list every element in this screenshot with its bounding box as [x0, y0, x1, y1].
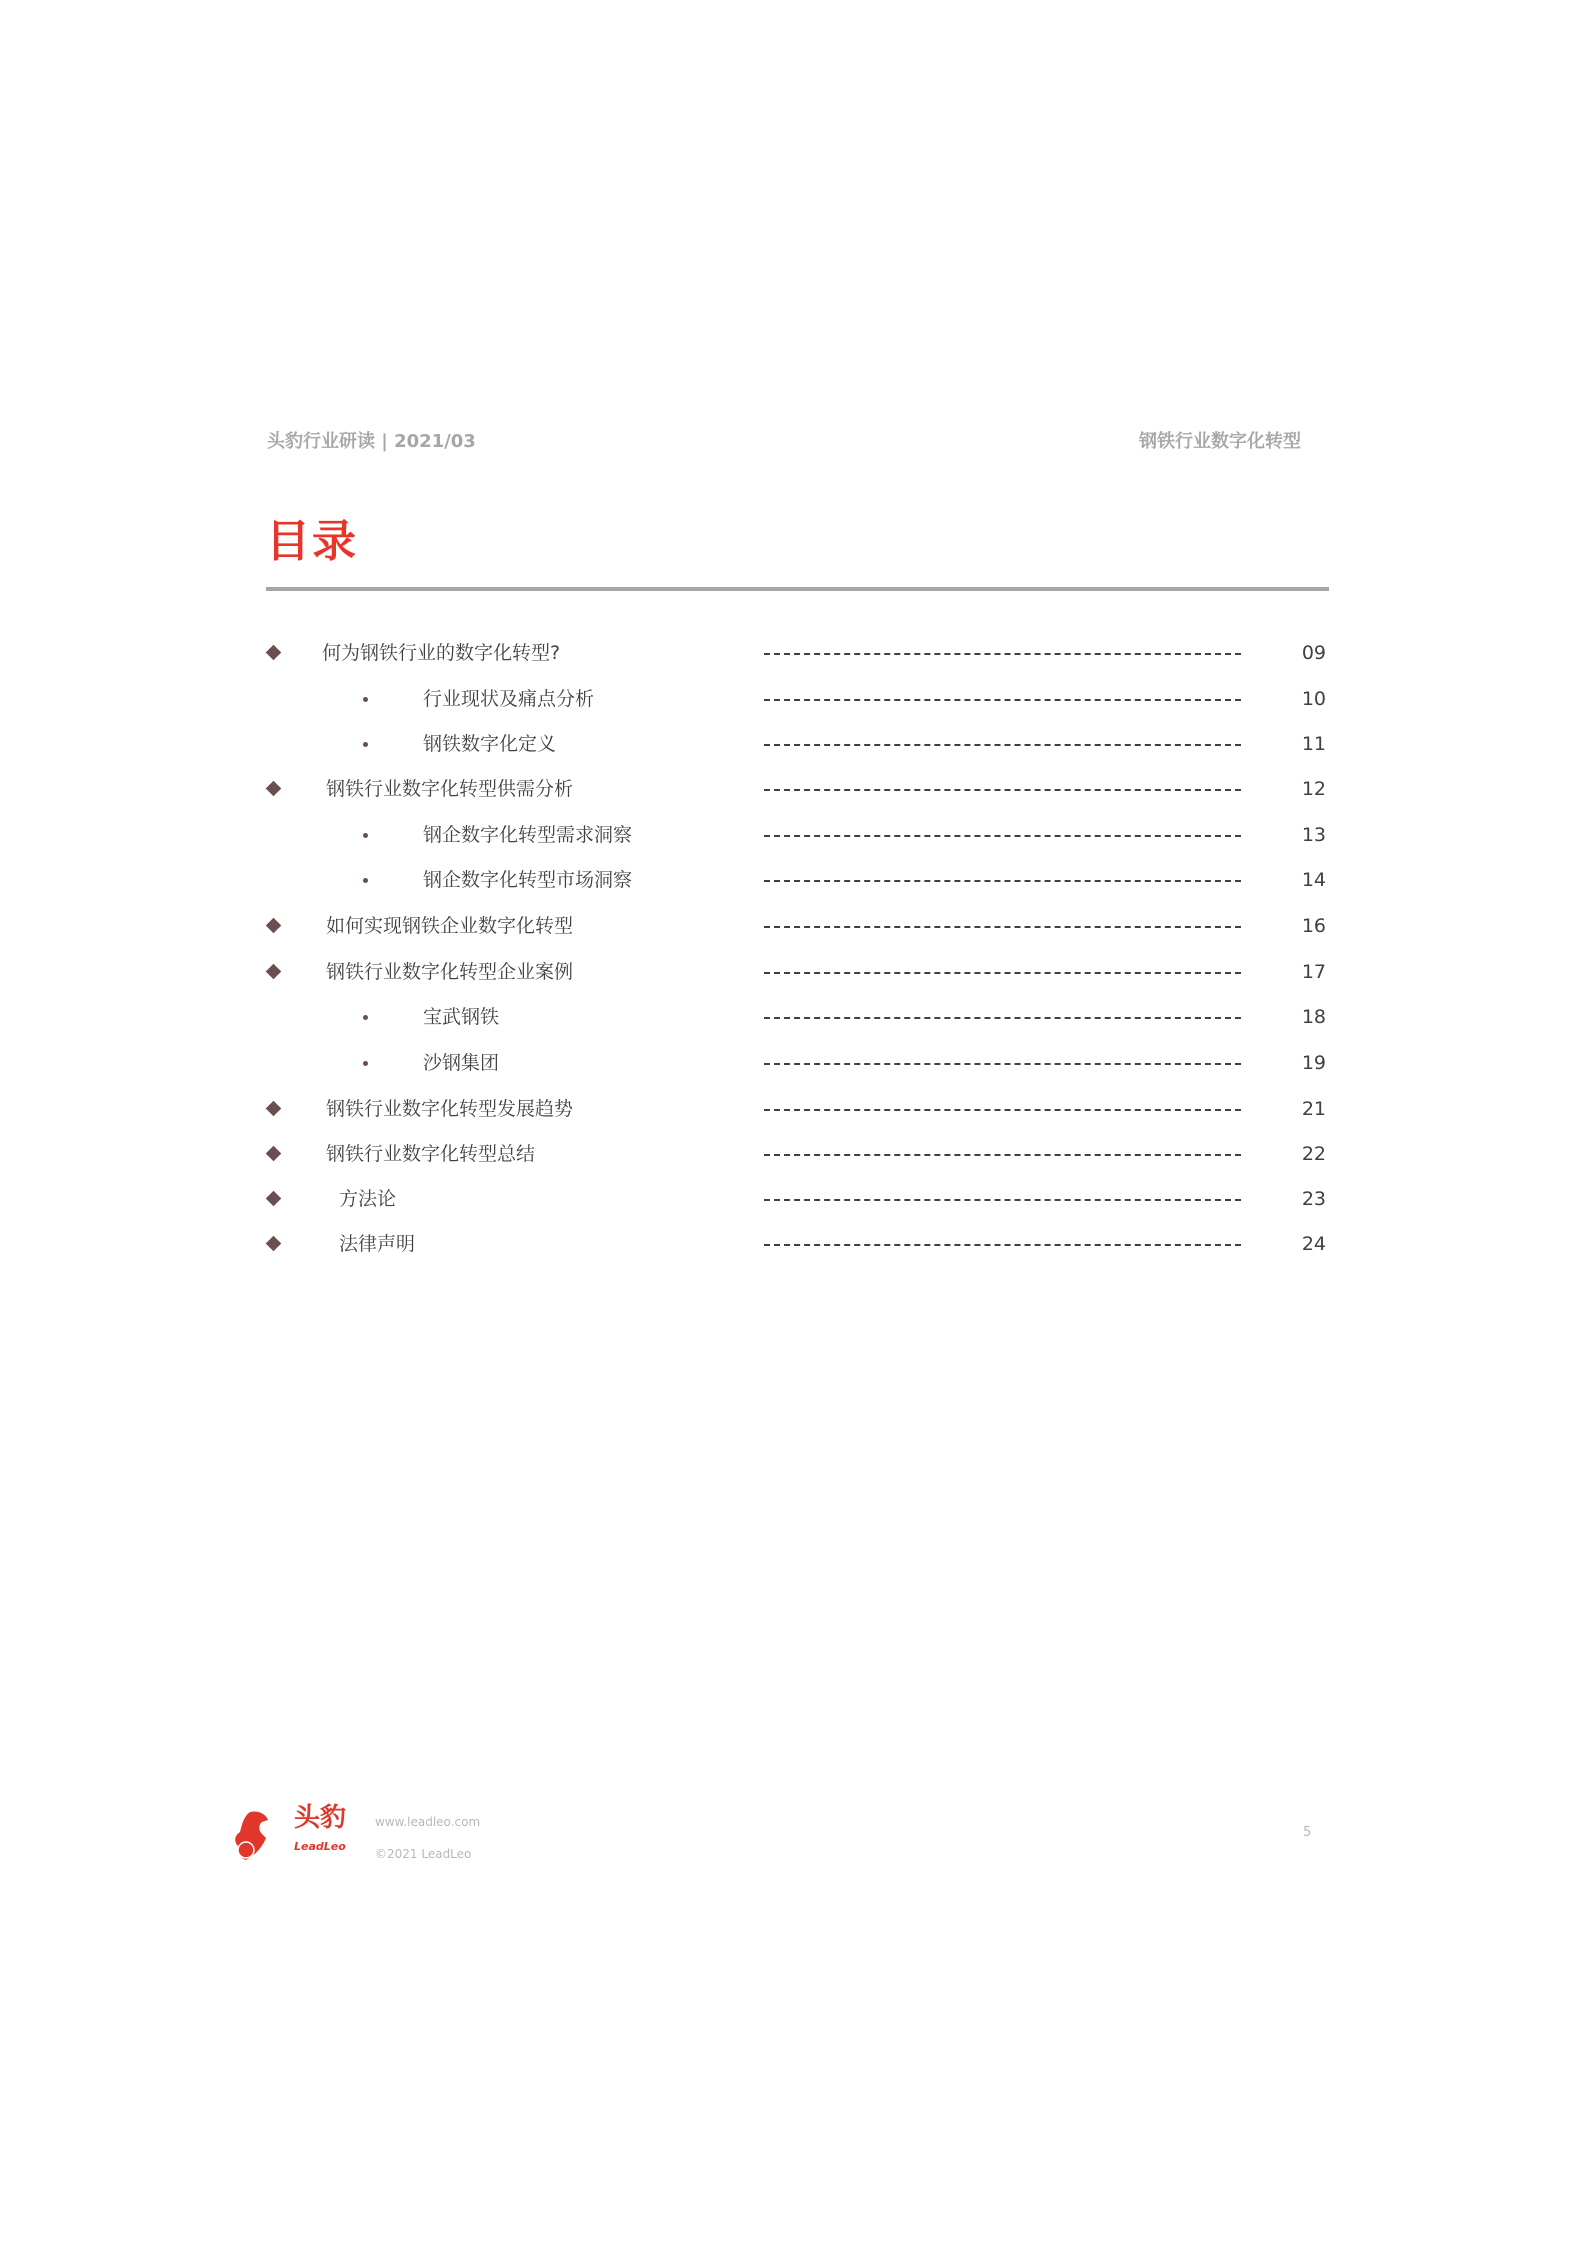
- dotted-leader: [764, 880, 1241, 882]
- toc-entry-label[interactable]: 钢铁行业数字化转型发展趋势: [326, 1098, 574, 1120]
- dotted-leader: [764, 744, 1241, 746]
- toc-entry-label[interactable]: 法律声明: [339, 1233, 416, 1255]
- dotted-leader: [764, 1244, 1241, 1246]
- toc-entry-label[interactable]: 如何实现钢铁企业数字化转型: [326, 915, 574, 937]
- toc-entry-label[interactable]: 钢铁行业数字化转型供需分析: [326, 778, 574, 800]
- toc-entry-label[interactable]: 钢企数字化转型市场洞察: [423, 869, 633, 891]
- diamond-bullet-icon: [266, 1191, 282, 1207]
- dot-bullet-icon: [363, 1061, 368, 1066]
- dotted-leader: [764, 926, 1241, 928]
- leadleo-logo: [232, 1803, 357, 1864]
- header-left: 头豹行业研读 | 2021/03: [267, 431, 476, 452]
- toc-entry[interactable]: [0, 776, 1586, 806]
- dotted-leader: [764, 1199, 1241, 1201]
- logo-cn: 头豹: [294, 1803, 347, 1833]
- toc-page-number: 11: [1301, 733, 1326, 755]
- toc-entry-label[interactable]: 宝武钢铁: [423, 1006, 500, 1028]
- diamond-bullet-icon: [266, 1146, 282, 1162]
- toc-page-number: 21: [1301, 1098, 1326, 1120]
- footer-website[interactable]: www.leadleo.com: [375, 1815, 481, 1829]
- dotted-leader: [764, 972, 1241, 974]
- page-number: 5: [1303, 1825, 1312, 1840]
- leopard-logo-icon: [232, 1808, 288, 1864]
- toc-page-number: 14: [1301, 869, 1326, 891]
- toc-page-number: 19: [1301, 1052, 1326, 1074]
- diamond-bullet-icon: [266, 1101, 282, 1117]
- toc-page-number: 12: [1301, 778, 1326, 800]
- diamond-bullet-icon: [266, 918, 282, 934]
- toc-entry[interactable]: [0, 1004, 1586, 1034]
- dotted-leader: [764, 653, 1241, 655]
- dot-bullet-icon: [363, 697, 368, 702]
- dotted-leader: [764, 1017, 1241, 1019]
- logo-en: LeadLeo: [294, 1840, 346, 1853]
- toc-entry[interactable]: [0, 867, 1586, 897]
- dotted-leader: [764, 699, 1241, 701]
- dotted-leader: [764, 835, 1241, 837]
- title-divider: [266, 587, 1329, 591]
- toc-entry-label[interactable]: 行业现状及痛点分析: [423, 688, 595, 710]
- toc-entry[interactable]: [0, 640, 1586, 670]
- toc-entry[interactable]: [0, 1096, 1586, 1126]
- toc-entry[interactable]: [0, 913, 1586, 943]
- toc-entry[interactable]: [0, 1141, 1586, 1171]
- dotted-leader: [764, 1063, 1241, 1065]
- toc-page-number: 09: [1301, 642, 1326, 664]
- toc-entry-label[interactable]: 钢铁行业数字化转型总结: [326, 1143, 536, 1165]
- header-right: 钢铁行业数字化转型: [1139, 431, 1301, 452]
- toc-page-number: 10: [1301, 688, 1326, 710]
- toc-entry[interactable]: [0, 822, 1586, 852]
- toc-page-number: 24: [1301, 1233, 1326, 1255]
- toc-entry-label[interactable]: 钢铁数字化定义: [423, 733, 557, 755]
- toc-page-number: 13: [1301, 824, 1326, 846]
- footer-copyright: ©2021 LeadLeo: [375, 1847, 472, 1861]
- toc-page-number: 17: [1301, 961, 1326, 983]
- dot-bullet-icon: [363, 878, 368, 883]
- diamond-bullet-icon: [266, 964, 282, 980]
- toc-entry-label[interactable]: 方法论: [339, 1188, 397, 1210]
- diamond-bullet-icon: [266, 1236, 282, 1252]
- toc-entry[interactable]: [0, 1231, 1586, 1261]
- toc-entry[interactable]: [0, 731, 1586, 761]
- dot-bullet-icon: [363, 833, 368, 838]
- toc-entry-label[interactable]: 钢铁行业数字化转型企业案例: [326, 961, 574, 983]
- dot-bullet-icon: [363, 1015, 368, 1020]
- toc-entry-label[interactable]: 沙钢集团: [423, 1052, 500, 1074]
- toc-entry[interactable]: [0, 686, 1586, 716]
- toc-entry[interactable]: [0, 1050, 1586, 1080]
- dotted-leader: [764, 1109, 1241, 1111]
- dotted-leader: [764, 789, 1241, 791]
- logo-wordmark: [294, 1802, 346, 1854]
- toc-page-number: 22: [1301, 1143, 1326, 1165]
- toc-entry[interactable]: [0, 959, 1586, 989]
- toc-entry[interactable]: [0, 1186, 1586, 1216]
- dot-bullet-icon: [363, 742, 368, 747]
- toc-entry-label[interactable]: 钢企数字化转型需求洞察: [423, 824, 633, 846]
- toc-page-number: 18: [1301, 1006, 1326, 1028]
- toc-entry-label[interactable]: 何为钢铁行业的数字化转型?: [322, 642, 561, 664]
- dotted-leader: [764, 1154, 1241, 1156]
- toc-page-number: 16: [1301, 915, 1326, 937]
- diamond-bullet-icon: [266, 645, 282, 661]
- diamond-bullet-icon: [266, 781, 282, 797]
- toc-page-number: 23: [1301, 1188, 1326, 1210]
- page-title: 目录: [266, 516, 358, 567]
